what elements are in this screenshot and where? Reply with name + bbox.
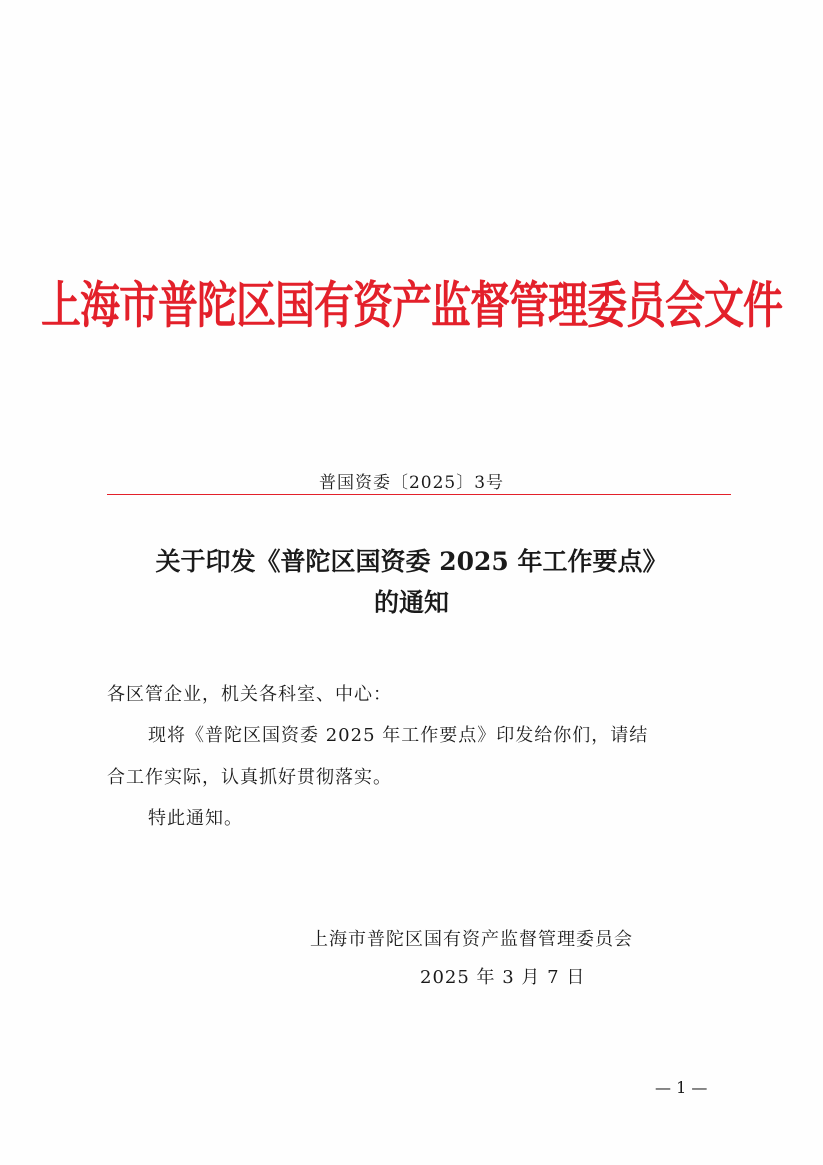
issue-date: 2025 年 3 月 7 日 [420, 967, 586, 988]
page-number: — 1 — [655, 1078, 708, 1097]
document-title-line2: 的通知 [373, 588, 449, 617]
body-paragraph-line2: 合工作实际，认真抓好贯彻落实。 [107, 767, 392, 788]
red-divider-line [107, 494, 731, 495]
salutation: 各区管企业，机关各科室、中心： [107, 684, 392, 705]
document-title-line1: 关于印发《普陀区国资委 2025 年工作要点》 [155, 547, 668, 576]
issuer-signature: 上海市普陀区国有资产监督管理委员会 [310, 929, 633, 950]
closing-remark: 特此通知。 [148, 808, 243, 829]
document-masthead: 上海市普陀区国有资产监督管理委员会文件 [41, 277, 782, 335]
body-paragraph-line1: 现将《普陀区国资委 2025 年工作要点》印发给你们，请结 [148, 725, 649, 746]
document-number: 普国资委〔2025〕3号 [318, 473, 505, 493]
